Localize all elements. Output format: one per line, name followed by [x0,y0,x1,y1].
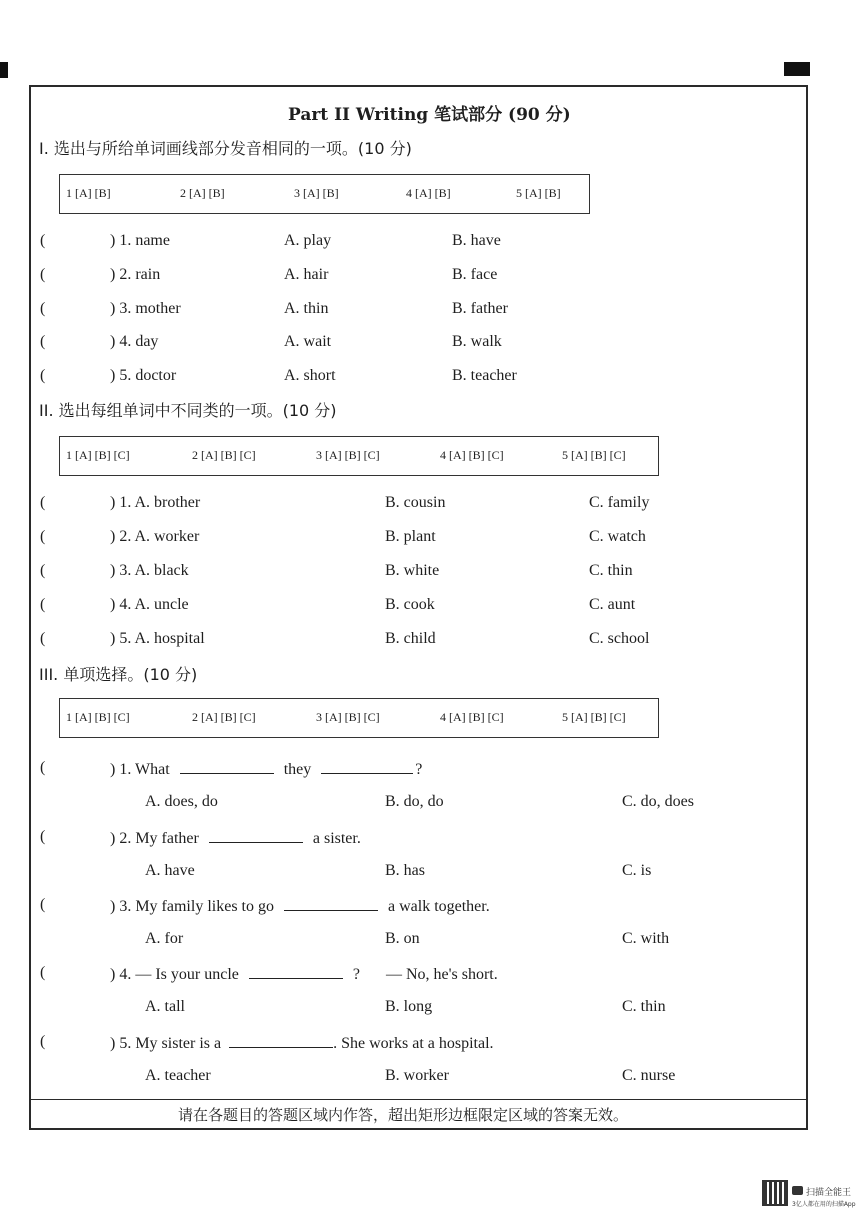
option-b: B. white [385,562,440,579]
question-paren[interactable]: ( [40,232,46,249]
answer-slot[interactable]: 3 [A] [B] [C] [316,710,380,724]
answer-blank[interactable] [321,759,413,774]
question-paren[interactable]: ( [40,896,46,913]
option-a: A. short [284,367,336,384]
section-2-answer-box [59,436,659,476]
stem-part: ? [352,966,360,983]
answer-slot[interactable]: 2 [A] [B] [180,186,225,200]
section-3-answer-box [59,698,659,738]
option-b: B. father [452,300,508,317]
question-stem: ) 2. A. worker [110,528,200,545]
page-title: Part II Writing 笔试部分 (90 分) [288,105,571,125]
question-paren[interactable]: ( [40,266,46,283]
option-c: C. thin [589,562,633,579]
section-1-heading: I. 选出与所给单词画线部分发音相同的一项。(10 分) [39,139,412,158]
answer-blank[interactable] [229,1033,333,1048]
option-c: C. with [622,930,670,947]
stem-part: — No, he's short. [385,966,498,983]
qr-code-icon [762,1180,788,1206]
question-stem: ) 5. A. hospital [110,630,205,647]
stem-part: a sister. [312,830,361,847]
option-b: B. worker [385,1067,449,1084]
question-stem [110,828,361,848]
option-b: B. child [385,630,436,647]
option-c: C. thin [622,998,666,1015]
question-stem [110,964,498,984]
stem-part: . She works at a hospital. [333,1035,494,1052]
answer-slot[interactable]: 4 [A] [B] [C] [440,710,504,724]
stem-part: ) 1. What [110,761,170,778]
stem-part: ? [415,761,423,778]
section-2-heading: II. 选出每组单词中不同类的一项。(10 分) [39,401,337,420]
footer-divider [29,1099,808,1100]
option-c: C. school [589,630,650,647]
answer-slot[interactable]: 1 [A] [B] [C] [66,448,130,462]
question-paren[interactable]: ( [40,828,46,845]
question-paren[interactable]: ( [40,964,46,981]
scanner-tagline: 3亿人都在用的扫描App [792,1201,856,1208]
answer-blank[interactable] [249,964,343,979]
option-a: A. for [145,930,184,947]
question-stem: ) 4. A. uncle [110,596,189,613]
answer-slot[interactable]: 2 [A] [B] [C] [192,710,256,724]
question-paren[interactable]: ( [40,596,46,613]
registration-mark-left [0,62,8,78]
question-stem [110,759,422,779]
question-paren[interactable]: ( [40,300,46,317]
answer-slot[interactable]: 5 [A] [B] [C] [562,710,626,724]
section-1-answer-box [59,174,590,214]
answer-slot[interactable]: 1 [A] [B] [66,186,111,200]
option-a: A. thin [284,300,329,317]
option-c: C. do, does [622,793,694,810]
answer-slot[interactable]: 5 [A] [B] [C] [562,448,626,462]
option-a: A. does, do [145,793,218,810]
answer-blank[interactable] [209,828,303,843]
question-paren[interactable]: ( [40,630,46,647]
option-b: B. teacher [452,367,517,384]
option-a: A. play [284,232,332,249]
option-c: C. nurse [622,1067,676,1084]
option-a: A. wait [284,333,332,350]
stem-part: ) 2. My father [110,830,199,847]
question-stem: ) 1. name [110,232,170,249]
stem-part: a walk together. [387,898,490,915]
option-a: A. teacher [145,1067,211,1084]
option-a: A. hair [284,266,329,283]
question-stem [110,896,490,916]
stem-part: ) 5. My sister is a [110,1035,222,1052]
stem-part: ) 3. My family likes to go [110,898,274,915]
question-stem: ) 2. rain [110,266,161,283]
footer-notice: 请在各题目的答题区域内作答，超出矩形边框限定区域的答案无效。 [178,1106,629,1124]
answer-blank[interactable] [180,759,274,774]
option-b: B. cousin [385,494,446,511]
question-stem: ) 3. mother [110,300,181,317]
question-paren[interactable]: ( [40,333,46,350]
question-paren[interactable]: ( [40,367,46,384]
option-a: A. tall [145,998,185,1015]
answer-slot[interactable]: 1 [A] [B] [C] [66,710,130,724]
question-stem: ) 5. doctor [110,367,177,384]
option-c: C. watch [589,528,646,545]
stem-part: they [283,761,312,778]
option-c: C. is [622,862,652,879]
question-paren[interactable]: ( [40,562,46,579]
option-b: B. do, do [385,793,444,810]
answer-slot[interactable]: 4 [A] [B] [406,186,451,200]
question-stem: ) 4. day [110,333,159,350]
option-b: B. plant [385,528,436,545]
answer-slot[interactable]: 2 [A] [B] [C] [192,448,256,462]
option-b: B. walk [452,333,502,350]
section-3-heading: III. 单项选择。(10 分) [39,665,198,684]
question-stem: ) 3. A. black [110,562,189,579]
question-paren[interactable]: ( [40,759,46,776]
answer-slot[interactable]: 4 [A] [B] [C] [440,448,504,462]
question-paren[interactable]: ( [40,494,46,511]
answer-slot[interactable]: 5 [A] [B] [516,186,561,200]
scanner-brand: 扫描全能王 [806,1188,852,1198]
question-stem [110,1033,494,1053]
question-stem: ) 1. A. brother [110,494,201,511]
answer-slot[interactable]: 3 [A] [B] [294,186,339,200]
registration-mark-right [784,62,810,76]
option-a: A. have [145,862,195,879]
scanner-logo-icon [792,1186,803,1195]
answer-slot[interactable]: 3 [A] [B] [C] [316,448,380,462]
option-c: C. family [589,494,650,511]
option-b: B. has [385,862,425,879]
option-c: C. aunt [589,596,636,613]
option-b: B. cook [385,596,435,613]
option-b: B. on [385,930,420,947]
question-paren[interactable]: ( [40,1033,46,1050]
option-b: B. have [452,232,501,249]
stem-part: ) 4. — Is your uncle [110,966,239,983]
option-b: B. face [452,266,498,283]
question-paren[interactable]: ( [40,528,46,545]
answer-blank[interactable] [284,896,378,911]
option-b: B. long [385,998,433,1015]
